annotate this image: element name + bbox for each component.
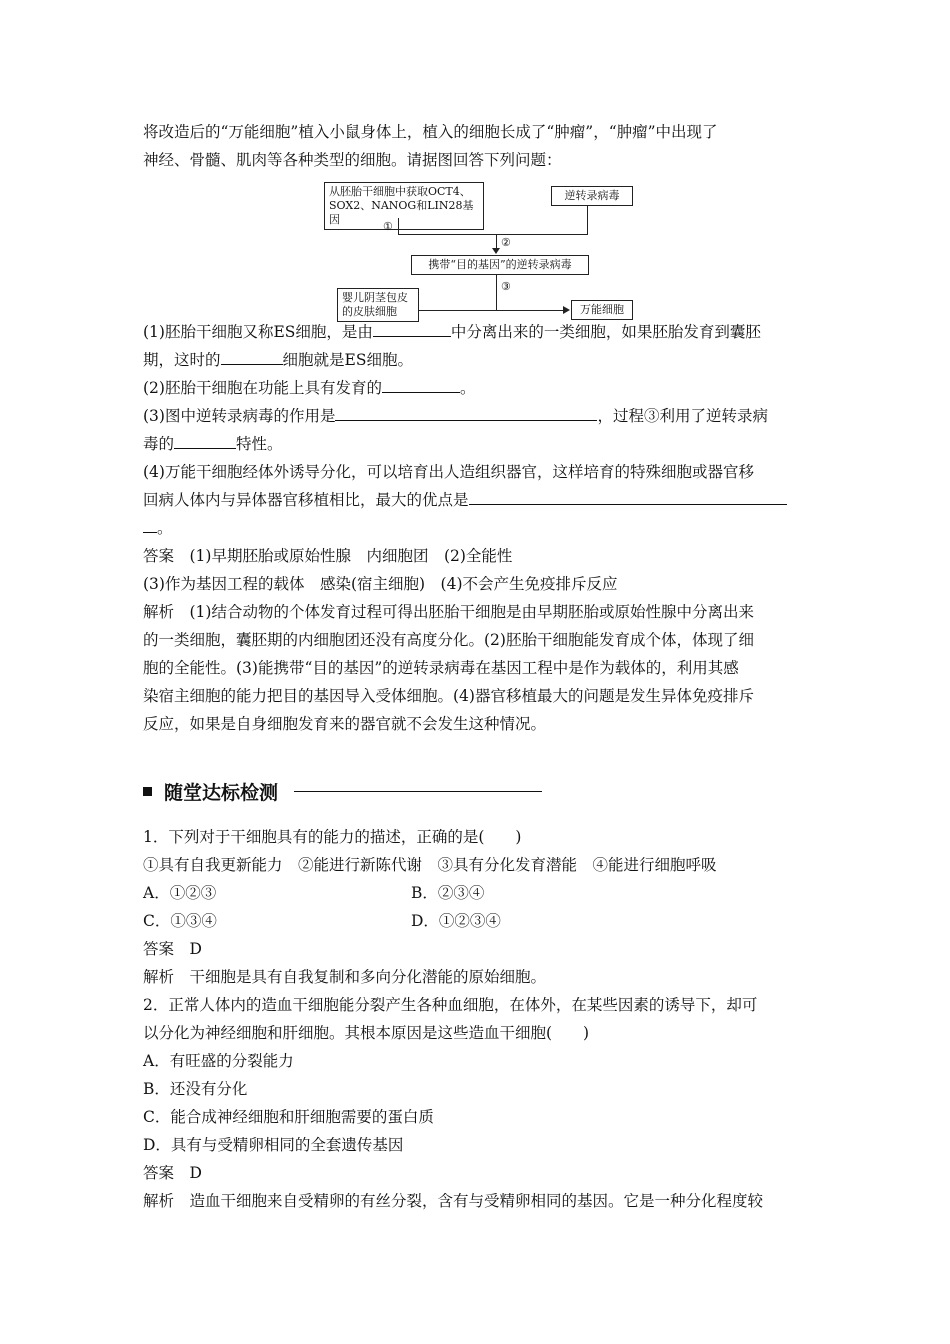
analysis-1-line-5: 反应，如果是自身细胞发育来的器官就不会发生这种情况。 bbox=[143, 715, 547, 733]
q1-text-c: 期，这时的 bbox=[143, 351, 221, 369]
question-3-line-1 bbox=[143, 402, 823, 430]
box-retrovirus-label: 逆转录病毒 bbox=[564, 189, 620, 202]
question-1-line-2 bbox=[143, 346, 823, 374]
box-carrier-virus-label: 携带“目的基因”的逆转录病毒 bbox=[428, 258, 572, 271]
q3-text-b: ，过程③利用了逆转录病 bbox=[597, 407, 768, 425]
answer-1-line-1: 答案 (1)早期胚胎或原始性腺 内细胞团 (2)全能性 bbox=[143, 547, 513, 565]
exercise-1-options-row-1 bbox=[143, 879, 823, 907]
heading-rule bbox=[294, 791, 542, 792]
q4-text-b: 回病人体内与异体器官移植相比，最大的优点是 bbox=[143, 491, 469, 509]
section-heading bbox=[143, 778, 823, 805]
q3-text-c: 毒的 bbox=[143, 435, 175, 453]
question-4-line-1: (4)万能干细胞经体外诱导分化，可以培育出人造组织器官，这样培育的特殊细胞或器官移 bbox=[143, 463, 754, 481]
section-title: 随堂达标检测 bbox=[164, 782, 279, 804]
q2-blank[interactable] bbox=[382, 374, 460, 393]
exercise-2-option-d: D．具有与受精卵相同的全套遗传基因 bbox=[143, 1136, 404, 1154]
question-4-line-2 bbox=[143, 486, 823, 514]
box-skin-cells-line2: 的皮肤细胞 bbox=[342, 305, 397, 318]
exercise-1-option-a: A．①②③ bbox=[143, 884, 217, 902]
analysis-1-line-2: 的一类细胞，囊胚期的内细胞团还没有高度分化。(2)胚胎干细胞能发育成个体，体现了细 bbox=[143, 631, 754, 649]
exercise-2-stem-line-2: 以分化为神经细胞和肝细胞。其根本原因是这些造血干细胞( ) bbox=[143, 1024, 590, 1042]
exercise-1-options-row-2 bbox=[143, 907, 823, 935]
q2-text-b: 。 bbox=[459, 379, 476, 397]
q2-text-a: (2)胚胎干细胞在功能上具有发育的 bbox=[143, 379, 382, 397]
exercise-2-answer: 答案 D bbox=[143, 1164, 202, 1182]
heading-square-icon bbox=[143, 787, 152, 796]
box-skin-cells-line1: 婴儿阴茎包皮 bbox=[342, 291, 408, 304]
exercise-1-option-d: D．①②③④ bbox=[411, 912, 501, 930]
q3-blank-2[interactable] bbox=[174, 430, 236, 449]
answer-1-line-2: (3)作为基因工程的载体 感染(宿主细胞) (4)不会产生免疫排斥反应 bbox=[143, 575, 618, 593]
q3-blank-1[interactable] bbox=[335, 402, 597, 421]
intro-line-2: 神经、骨髓、肌肉等各种类型的细胞。请据图回答下列问题： bbox=[143, 151, 562, 169]
connector-left-down bbox=[398, 218, 399, 234]
box-retrovirus bbox=[551, 186, 633, 206]
step-1-label: ① bbox=[383, 220, 393, 233]
connector-middle-down bbox=[496, 275, 497, 311]
exercise-2-option-b: B．还没有分化 bbox=[143, 1080, 248, 1098]
box-source-genes-line2: SOX2、NANOG和LIN28基因 bbox=[329, 199, 474, 226]
q1-text-b: 中分离出来的一类细胞，如果胚胎发育到囊胚 bbox=[450, 323, 761, 341]
exercise-1-items: ①具有自我更新能力 ②能进行新陈代谢 ③具有分化发育潜能 ④能进行细胞呼吸 bbox=[143, 856, 717, 874]
box-universal-cell-label: 万能细胞 bbox=[580, 303, 624, 316]
analysis-1-line-4: 染宿主细胞的能力把目的基因导入受体细胞。(4)器官移植最大的问题是发生异体免疫排斥 bbox=[143, 687, 754, 705]
step-3-label: ③ bbox=[501, 280, 511, 293]
q4-blank-2[interactable] bbox=[143, 514, 157, 533]
box-source-genes bbox=[324, 182, 484, 230]
q4-text-c: 。 bbox=[157, 519, 173, 537]
question-4-line-3 bbox=[143, 514, 823, 542]
exercise-1-stem: 1．下列对于干细胞具有的能力的描述，正确的是( ) bbox=[143, 828, 522, 846]
question-1-line-1 bbox=[143, 318, 823, 346]
exercise-2-stem-line-1: 2．正常人体内的造血干细胞能分裂产生各种血细胞，在体外，在某些因素的诱导下，却可 bbox=[143, 996, 758, 1014]
arrow-to-middle bbox=[492, 248, 500, 254]
q1-text-a: (1)胚胎干细胞又称ES细胞，是由 bbox=[143, 323, 373, 341]
q3-text-a: (3)图中逆转录病毒的作用是 bbox=[143, 407, 336, 425]
intro-line-1: 将改造后的“万能细胞”植入小鼠身体上，植入的细胞长成了“肿瘤”，“肿瘤”中出现了 bbox=[143, 123, 718, 141]
exercise-2-option-a: A．有旺盛的分裂能力 bbox=[143, 1052, 294, 1070]
box-carrier-virus bbox=[411, 255, 589, 275]
q3-text-d: 特性。 bbox=[236, 435, 283, 453]
question-2 bbox=[143, 374, 823, 402]
q1-text-d: 细胞就是ES细胞。 bbox=[282, 351, 413, 369]
arrow-to-universal bbox=[563, 306, 570, 314]
box-universal-cell bbox=[571, 300, 633, 320]
analysis-1-line-3: 胞的全能性。(3)能携带“目的基因”的逆转录病毒在基因工程中是作为载体的，利用其感 bbox=[143, 659, 739, 677]
q1-blank-2[interactable] bbox=[221, 346, 283, 365]
exercise-2-option-c: C．能合成神经细胞和肝细胞需要的蛋白质 bbox=[143, 1108, 434, 1126]
connector-skin-to-universal bbox=[419, 310, 563, 311]
box-skin-cells bbox=[337, 288, 419, 322]
connector-right-down bbox=[587, 206, 588, 234]
analysis-1-line-1: 解析 (1)结合动物的个体发育过程可得出胚胎干细胞是由早期胚胎或原始性腺中分离出来 bbox=[143, 603, 754, 621]
exercise-1-analysis: 解析 干细胞是具有自我复制和多向分化潜能的原始细胞。 bbox=[143, 968, 547, 986]
box-source-genes-line1: 从胚胎干细胞中获取OCT4、 bbox=[329, 185, 471, 198]
exercise-1-answer: 答案 D bbox=[143, 940, 202, 958]
document-page bbox=[143, 118, 823, 1215]
q4-blank-1[interactable] bbox=[469, 486, 787, 505]
exercise-2-analysis: 解析 造血干细胞来自受精卵的有丝分裂，含有与受精卵相同的基因。它是一种分化程度较 bbox=[143, 1192, 764, 1210]
question-3-line-2 bbox=[143, 430, 823, 458]
connector-horizontal bbox=[398, 234, 588, 235]
step-2-label: ② bbox=[501, 236, 511, 249]
flow-diagram bbox=[143, 176, 823, 316]
exercise-1-option-c: C．①③④ bbox=[143, 912, 217, 930]
exercise-1-option-b: B．②③④ bbox=[411, 884, 485, 902]
